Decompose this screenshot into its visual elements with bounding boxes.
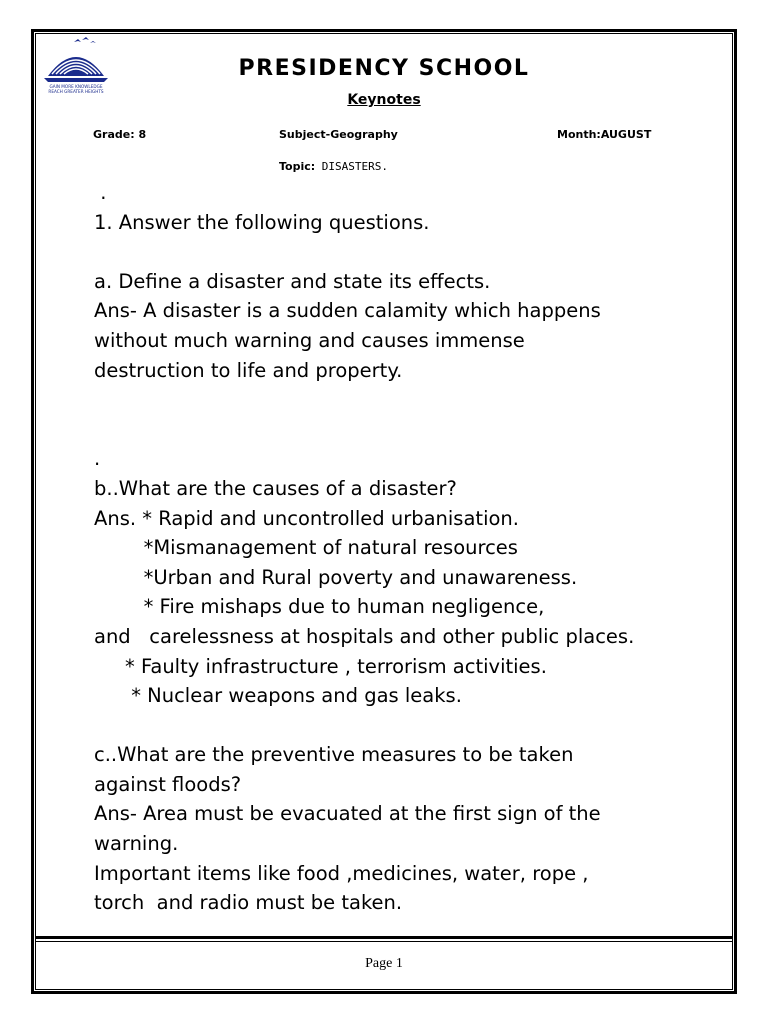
- school-name: PRESIDENCY SCHOOL: [238, 56, 530, 81]
- document-type: Keynotes: [347, 92, 421, 108]
- body-line: [94, 415, 734, 445]
- footer-divider-thin: [35, 941, 733, 942]
- document-body: [94, 178, 734, 918]
- topic-value: DISASTERS.: [315, 160, 389, 173]
- body-line: [94, 237, 734, 267]
- body-line: torch and radio must be taken.: [94, 891, 403, 915]
- body-line: a. Define a disaster and state its effects.: [94, 269, 491, 293]
- body-line: b..What are the causes of a disaster?: [94, 476, 457, 500]
- body-line: destruction to life and property.: [94, 358, 403, 382]
- logo-motto-line-1: GAIN MORE KNOWLEDGE: [49, 84, 103, 89]
- body-line: * Faulty infrastructure , terrorism activities.: [94, 654, 547, 678]
- body-line: .: [94, 447, 101, 471]
- body-line: against floods?: [94, 772, 242, 796]
- body-line: without much warning and causes immense: [94, 328, 525, 352]
- body-line: * Nuclear weapons and gas leaks.: [94, 684, 462, 708]
- body-line: .: [94, 181, 107, 204]
- topic-label: Topic:: [279, 160, 316, 173]
- month-label: Month:AUGUST: [557, 128, 652, 141]
- body-line: and carelessness at hospitals and other public places.: [94, 624, 635, 648]
- body-line: * Fire mishaps due to human negligence,: [94, 595, 545, 619]
- body-line: warning.: [94, 832, 179, 856]
- body-line: [94, 385, 734, 415]
- page-number: Page 1: [365, 956, 403, 971]
- body-line: *Urban and Rural poverty and unawareness.: [94, 565, 578, 589]
- body-line: *Mismanagement of natural resources: [94, 536, 518, 560]
- logo-motto-line-2: REACH GREATER HEIGHTS: [48, 89, 104, 94]
- subject-label: Subject-Geography: [279, 128, 398, 141]
- body-line: [94, 711, 734, 741]
- grade-label: Grade: 8: [93, 128, 147, 141]
- body-line: Ans. * Rapid and uncontrolled urbanisation.: [94, 506, 519, 530]
- body-line: Ans- A disaster is a sudden calamity which happens: [94, 299, 601, 323]
- topic-line: [279, 160, 388, 173]
- body-line: Important items like food ,medicines, water, rope ,: [94, 861, 589, 885]
- body-line: 1. Answer the following questions.: [94, 210, 430, 234]
- footer-divider: [35, 936, 733, 939]
- body-line: c..What are the preventive measures to be taken: [94, 743, 574, 767]
- body-line: Ans- Area must be evacuated at the first sign of the: [94, 802, 601, 826]
